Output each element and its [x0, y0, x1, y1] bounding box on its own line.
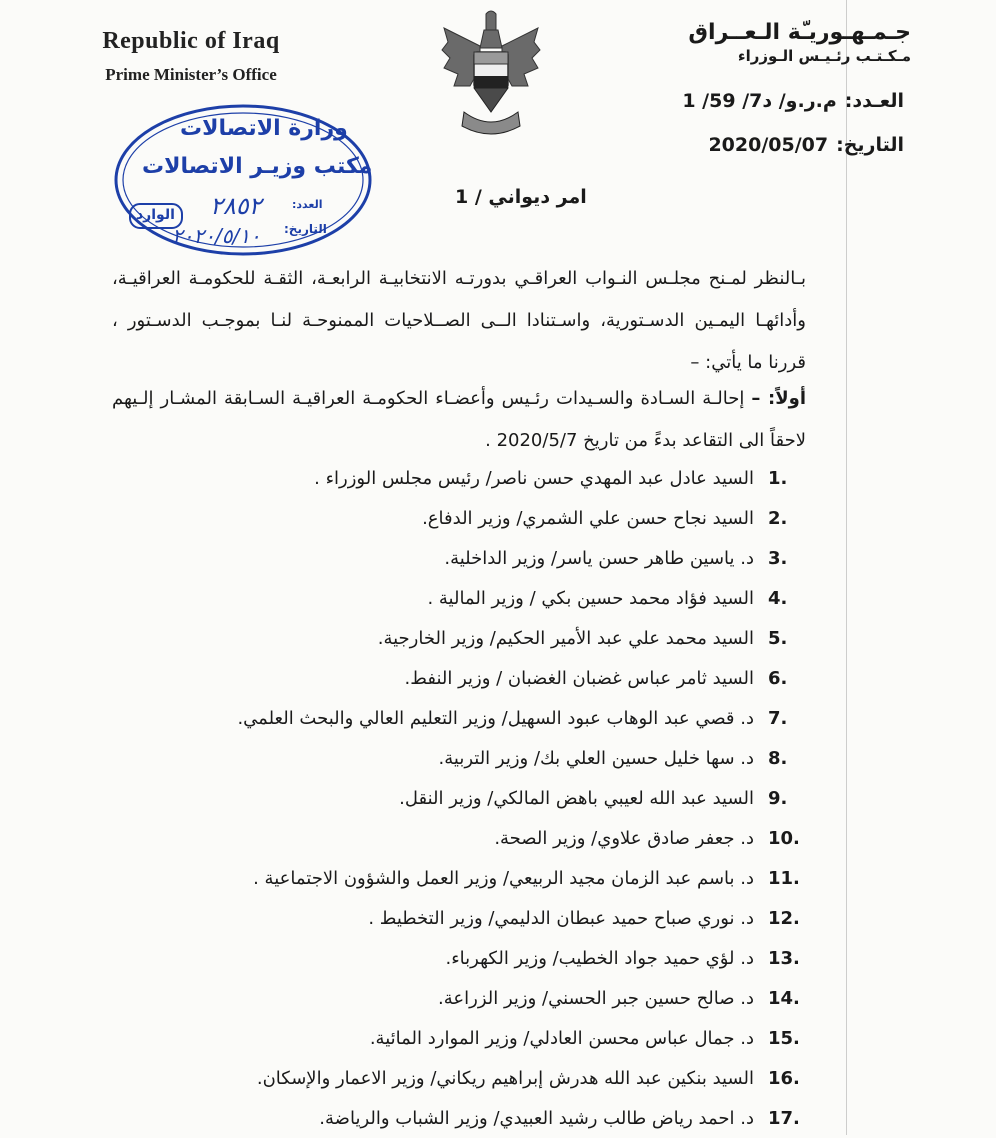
list-item-text: د. سها خليل حسين العلي بك/ وزير التربية. [438, 747, 754, 769]
clause-first [112, 378, 806, 462]
list-item [112, 658, 806, 698]
document-date-label: التاريخ: [836, 134, 904, 156]
list-item-text: د. باسم عبد الزمان مجيد الربيعي/ وزير العمل والشؤون الاجتماعية . [253, 867, 754, 889]
list-item-text: د. نوري صباح حميد عبطان الدليمي/ وزير التخطيط . [368, 907, 754, 929]
list-item-text: د. قصي عبد الوهاب عبود السهيل/ وزير التعليم العالي والبحث العلمي. [237, 707, 754, 729]
preamble-paragraph: بـالنظر لمـنح مجلـس النـواب العراقـي بدورتـه الانتخابيـة الرابعـة، الثقـة للحكومـة العراقيـة، وأدائهـا اليمـين الدسـتورية، واسـتنادا الــى الصــلاحيات الممنوحـة لنـا بموجـب الدسـتور ، قررنا ما يأتي: – [112, 268, 806, 373]
stamp-received-badge: الوارد [136, 207, 175, 223]
received-stamp [112, 100, 374, 258]
list-item-text: د. صالح حسين جبر الحسني/ وزير الزراعة. [438, 987, 754, 1009]
list-item [112, 698, 806, 738]
list-item [112, 738, 806, 778]
header-arabic [651, 20, 911, 65]
stamp-number-value: ٢٨٥٢ [210, 192, 262, 220]
reference-number-value: م.ر.و/ د7/ 59/ 1 [682, 90, 837, 112]
reference-number-label: العـدد: [844, 90, 904, 112]
list-item [112, 498, 806, 538]
document-date [708, 134, 904, 156]
list-item [112, 538, 806, 578]
list-item-number: 5. [768, 627, 788, 649]
clause-first-label: أولاً: – [751, 388, 806, 409]
list-item-number: 7. [768, 707, 788, 729]
list-item [112, 818, 806, 858]
list-item-number: 16. [768, 1067, 800, 1089]
list-item-number: 10. [768, 827, 800, 849]
list-item-text: السيد عادل عبد المهدي حسن ناصر/ رئيس مجلس الوزراء . [314, 467, 754, 489]
list-item-text: د. جعفر صادق علاوي/ وزير الصحة. [494, 827, 754, 849]
list-item-number: 17. [768, 1107, 800, 1129]
header-english [60, 28, 322, 85]
list-item-text: السيد بنكين عبد الله هدرش إبراهيم ريكاني/ وزير الاعمار والإسكان. [256, 1067, 754, 1089]
eagle-emblem-icon [440, 8, 542, 144]
list-item-number: 11. [768, 867, 800, 889]
list-item-number: 14. [768, 987, 800, 1009]
list-item-number: 13. [768, 947, 800, 969]
reference-number [682, 90, 904, 112]
list-item [112, 618, 806, 658]
stamp-line-office: مكتب وزيـر الاتصالات [142, 154, 373, 179]
list-item [112, 1018, 806, 1058]
list-item-text: السيد عبد الله لعيبي باهض المالكي/ وزير النقل. [399, 787, 754, 809]
list-item [112, 938, 806, 978]
list-item-number: 3. [768, 547, 788, 569]
list-item-text: السيد محمد علي عبد الأمير الحكيم/ وزير الخارجية. [377, 627, 754, 649]
header-en-subtitle: Prime Minister’s Office [105, 65, 277, 84]
header-ar-subtitle: مـكـتـب رئـيـس الـوزراء [737, 47, 911, 65]
list-item [112, 458, 806, 498]
list-item [112, 578, 806, 618]
list-item-text: د. احمد رياض طالب رشيد العبيدي/ وزير الشباب والرياضة. [319, 1107, 754, 1129]
list-item [112, 858, 806, 898]
list-item-text: السيد فؤاد محمد حسين بكي / وزير المالية . [427, 587, 754, 609]
list-item-text: د. جمال عباس محسن العادلي/ وزير الموارد المائية. [369, 1027, 754, 1049]
list-item-number: 15. [768, 1027, 800, 1049]
ministers-list [112, 458, 806, 1138]
header-ar-title: جـمـهـوريـّة الـعــراق [688, 20, 911, 45]
order-title: امر ديواني / 1 [455, 186, 587, 208]
list-item-number: 8. [768, 747, 788, 769]
list-item [112, 1058, 806, 1098]
list-item-text: د. ياسين طاهر حسن ياسر/ وزير الداخلية. [444, 547, 754, 569]
list-item-number: 4. [768, 587, 788, 609]
page-fold-line [846, 0, 847, 1135]
list-item-text: السيد نجاح حسن علي الشمري/ وزير الدفاع. [422, 507, 754, 529]
stamp-date-value: ٢٠٢٠/٥/١٠ [172, 224, 261, 248]
header-en-title: Republic of Iraq [102, 28, 280, 54]
list-item-number: 1. [768, 467, 788, 489]
list-item [112, 898, 806, 938]
list-item-text: السيد ثامر عباس غضبان الغضبان / وزير النفط. [404, 667, 754, 689]
list-item-number: 6. [768, 667, 788, 689]
document-date-value: 2020/05/07 [708, 134, 829, 156]
list-item-number: 2. [768, 507, 788, 529]
stamp-line-ministry: وزارة الاتصالات [180, 116, 348, 141]
clause-first-text: إحالـة السـادة والسـيدات رئـيس وأعضـاء الحكومـة العراقيـة السـابقة المشـار إلـيهم لاحقاً الى التقاعد بدءً من تاريخ 2020/5/7 . [112, 388, 806, 451]
list-item-text: د. لؤي حميد جواد الخطيب/ وزير الكهرباء. [445, 947, 754, 969]
list-item [112, 978, 806, 1018]
stamp-number-label: العدد: [292, 198, 323, 211]
list-item [112, 778, 806, 818]
stamp-date-label: التاريخ: [284, 222, 327, 236]
list-item-number: 9. [768, 787, 788, 809]
list-item [112, 1098, 806, 1138]
list-item-number: 12. [768, 907, 800, 929]
